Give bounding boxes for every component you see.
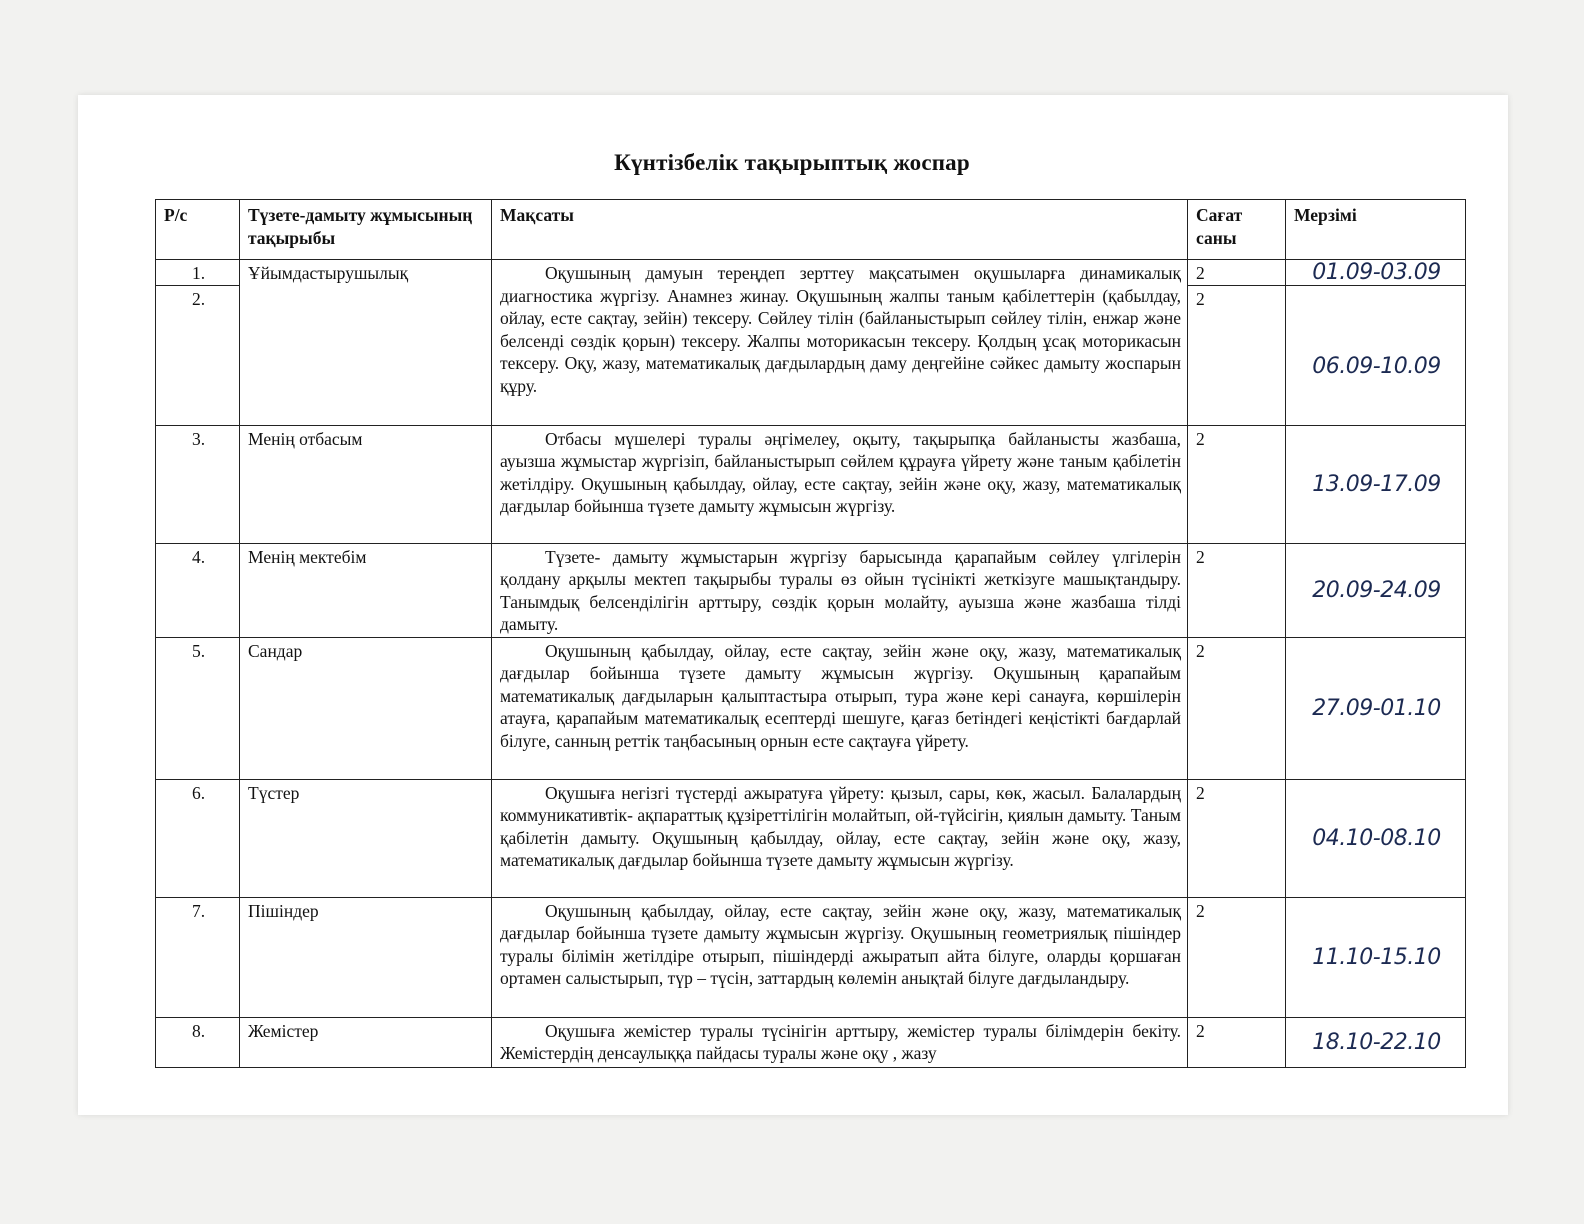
header-num: Р/с — [156, 200, 240, 260]
table-row — [156, 543, 1466, 637]
handwritten-dates: 04.10-08.10 — [1312, 825, 1441, 851]
row-hours: 2 — [1188, 285, 1286, 425]
header-row — [156, 200, 1466, 260]
header-dates: Мерзімі — [1286, 200, 1466, 260]
handwritten-dates: 11.10-15.10 — [1312, 944, 1441, 970]
row-goal: Түзете- дамыту жұмыстарын жүргізу барысында қарапайым сөйлеу үлгілерін қолдану арқылы мектеп тақырыбы туралы өз ойын түсінікті жеткізуге машықтандыру. Танымдық белсенділігін арттыру, сөздік қорын молайту, ауызша және жазбаша тілді дамыту. — [492, 543, 1188, 637]
row-dates-cell — [1286, 897, 1466, 1017]
handwritten-dates: 20.09-24.09 — [1312, 577, 1441, 603]
table-row — [156, 260, 1466, 286]
header-topic: Түзете-дамыту жұмысының тақырыбы — [240, 200, 492, 260]
row-hours: 2 — [1188, 637, 1286, 779]
row-dates-cell — [1286, 425, 1466, 543]
table-row — [156, 779, 1466, 897]
row-goal: Оқушының қабылдау, ойлау, есте сақтау, зейін және оқу, жазу, математикалық дағдылар бойынша түзете дамыту жұмысын жүргізу. Оқушының геометриялық пішіндер туралы білімін жетілдіре отырып, пішіндерді ажыратып айта білуге, оларды қоршаған ортамен салыстырып, түр – түсін, заттардың көлемін анықтай білуге дағдыландыру. — [492, 897, 1188, 1017]
row-number: 4. — [156, 543, 240, 637]
row-number: 7. — [156, 897, 240, 1017]
row-topic: Пішіндер — [240, 897, 492, 1017]
table-row — [156, 1017, 1466, 1067]
row-dates-cell — [1286, 285, 1466, 425]
handwritten-dates: 27.09-01.10 — [1312, 695, 1441, 721]
row-hours: 2 — [1188, 543, 1286, 637]
row-hours: 2 — [1188, 1017, 1286, 1067]
row-topic: Ұйымдастырушылық — [240, 260, 492, 426]
page-title: Күнтізбелік тақырыптық жоспар — [614, 150, 970, 175]
row-goal: Оқушының дамуын тереңдеп зерттеу мақсатымен оқушыларға динамикалық диагностика жүргізу. Анамнез жинау. Оқушының жалпы таным қабілеттерін (қабылдау, ойлау, есте сақтау, зейін) тексеру. Сөйлеу тілін (байланыстырып сөйлеу тілін, енжар және белсенді сөздік қорын) тексеру. Жалпы моторикасын тексеру. Қолдың ұсақ моторикасын тексеру. Оқу, жазу, математикалық дағдылардың даму деңгейіне сәйкес дамыту жоспарын құру. — [492, 260, 1188, 426]
row-number: 2. — [156, 285, 240, 425]
table-row — [156, 425, 1466, 543]
row-topic: Жемістер — [240, 1017, 492, 1067]
row-topic: Менің мектебім — [240, 543, 492, 637]
row-hours: 2 — [1188, 425, 1286, 543]
row-hours: 2 — [1188, 897, 1286, 1017]
row-dates-cell — [1286, 260, 1466, 286]
row-dates-cell — [1286, 1017, 1466, 1067]
row-hours: 2 — [1188, 260, 1286, 286]
row-topic: Менің отбасым — [240, 425, 492, 543]
row-topic: Түстер — [240, 779, 492, 897]
row-number: 8. — [156, 1017, 240, 1067]
table-row — [156, 897, 1466, 1017]
row-number: 3. — [156, 425, 240, 543]
row-number: 1. — [156, 260, 240, 286]
handwritten-dates: 13.09-17.09 — [1312, 471, 1441, 497]
header-goal: Мақсаты — [492, 200, 1188, 260]
row-dates-cell — [1286, 779, 1466, 897]
handwritten-dates: 18.10-22.10 — [1312, 1029, 1441, 1055]
table-row — [156, 637, 1466, 779]
row-goal: Оқушыға негізгі түстерді ажыратуға үйрету: қызыл, сары, көк, жасыл. Балалардың коммуникативтік- ақпараттық құзіреттілігін молайтып, ой-түйсігін, қиялын дамыту. Таным қабілетін дамыту. Оқушының қабылдау, ойлау, есте сақтау, зейін және оқу, жазу, математикалық дағдылар бойынша түзете дамыту жұмысын жүргізу. — [492, 779, 1188, 897]
header-hours: Сағат саны — [1188, 200, 1286, 260]
row-goal: Оқушының қабылдау, ойлау, есте сақтау, зейін және оқу, жазу, математикалық дағдылар бойынша түзете дамыту жұмысын жүргізу. Оқушының қарапайым математикалық дағдыларын қалыптастыра отырып, тура және кері санауға, көршілерін атауға, қарапайым математикалық есептерді шешуге, қағаз бетіндегі кеңістікті бағдарлай білуге, санның реттік таңбасының орнын есте сақтауға үйрету. — [492, 637, 1188, 779]
row-topic: Сандар — [240, 637, 492, 779]
plan-table — [155, 199, 1466, 1068]
row-hours: 2 — [1188, 779, 1286, 897]
row-number: 5. — [156, 637, 240, 779]
row-dates-cell — [1286, 543, 1466, 637]
row-goal: Оқушыға жемістер туралы түсінігін арттыру, жемістер туралы білімдерін бекіту. Жемістердің денсаулыққа пайдасы туралы және оқу , жазу — [492, 1017, 1188, 1067]
handwritten-dates: 01.09-03.09 — [1312, 260, 1441, 285]
row-dates-cell — [1286, 637, 1466, 779]
handwritten-dates: 06.09-10.09 — [1312, 353, 1441, 379]
row-number: 6. — [156, 779, 240, 897]
row-goal: Отбасы мүшелері туралы әңгімелеу, оқыту, тақырыпқа байланысты жазбаша, ауызша жұмыстар жүргізіп, байланыстырып сөйлем құрауға үйрету және таным қабілетін жетілдіру. Оқушының қабылдау, ойлау, есте сақтау, зейін және оқу, жазу, математикалық дағдылар бойынша түзете дамыту жұмысын жүргізу. — [492, 425, 1188, 543]
